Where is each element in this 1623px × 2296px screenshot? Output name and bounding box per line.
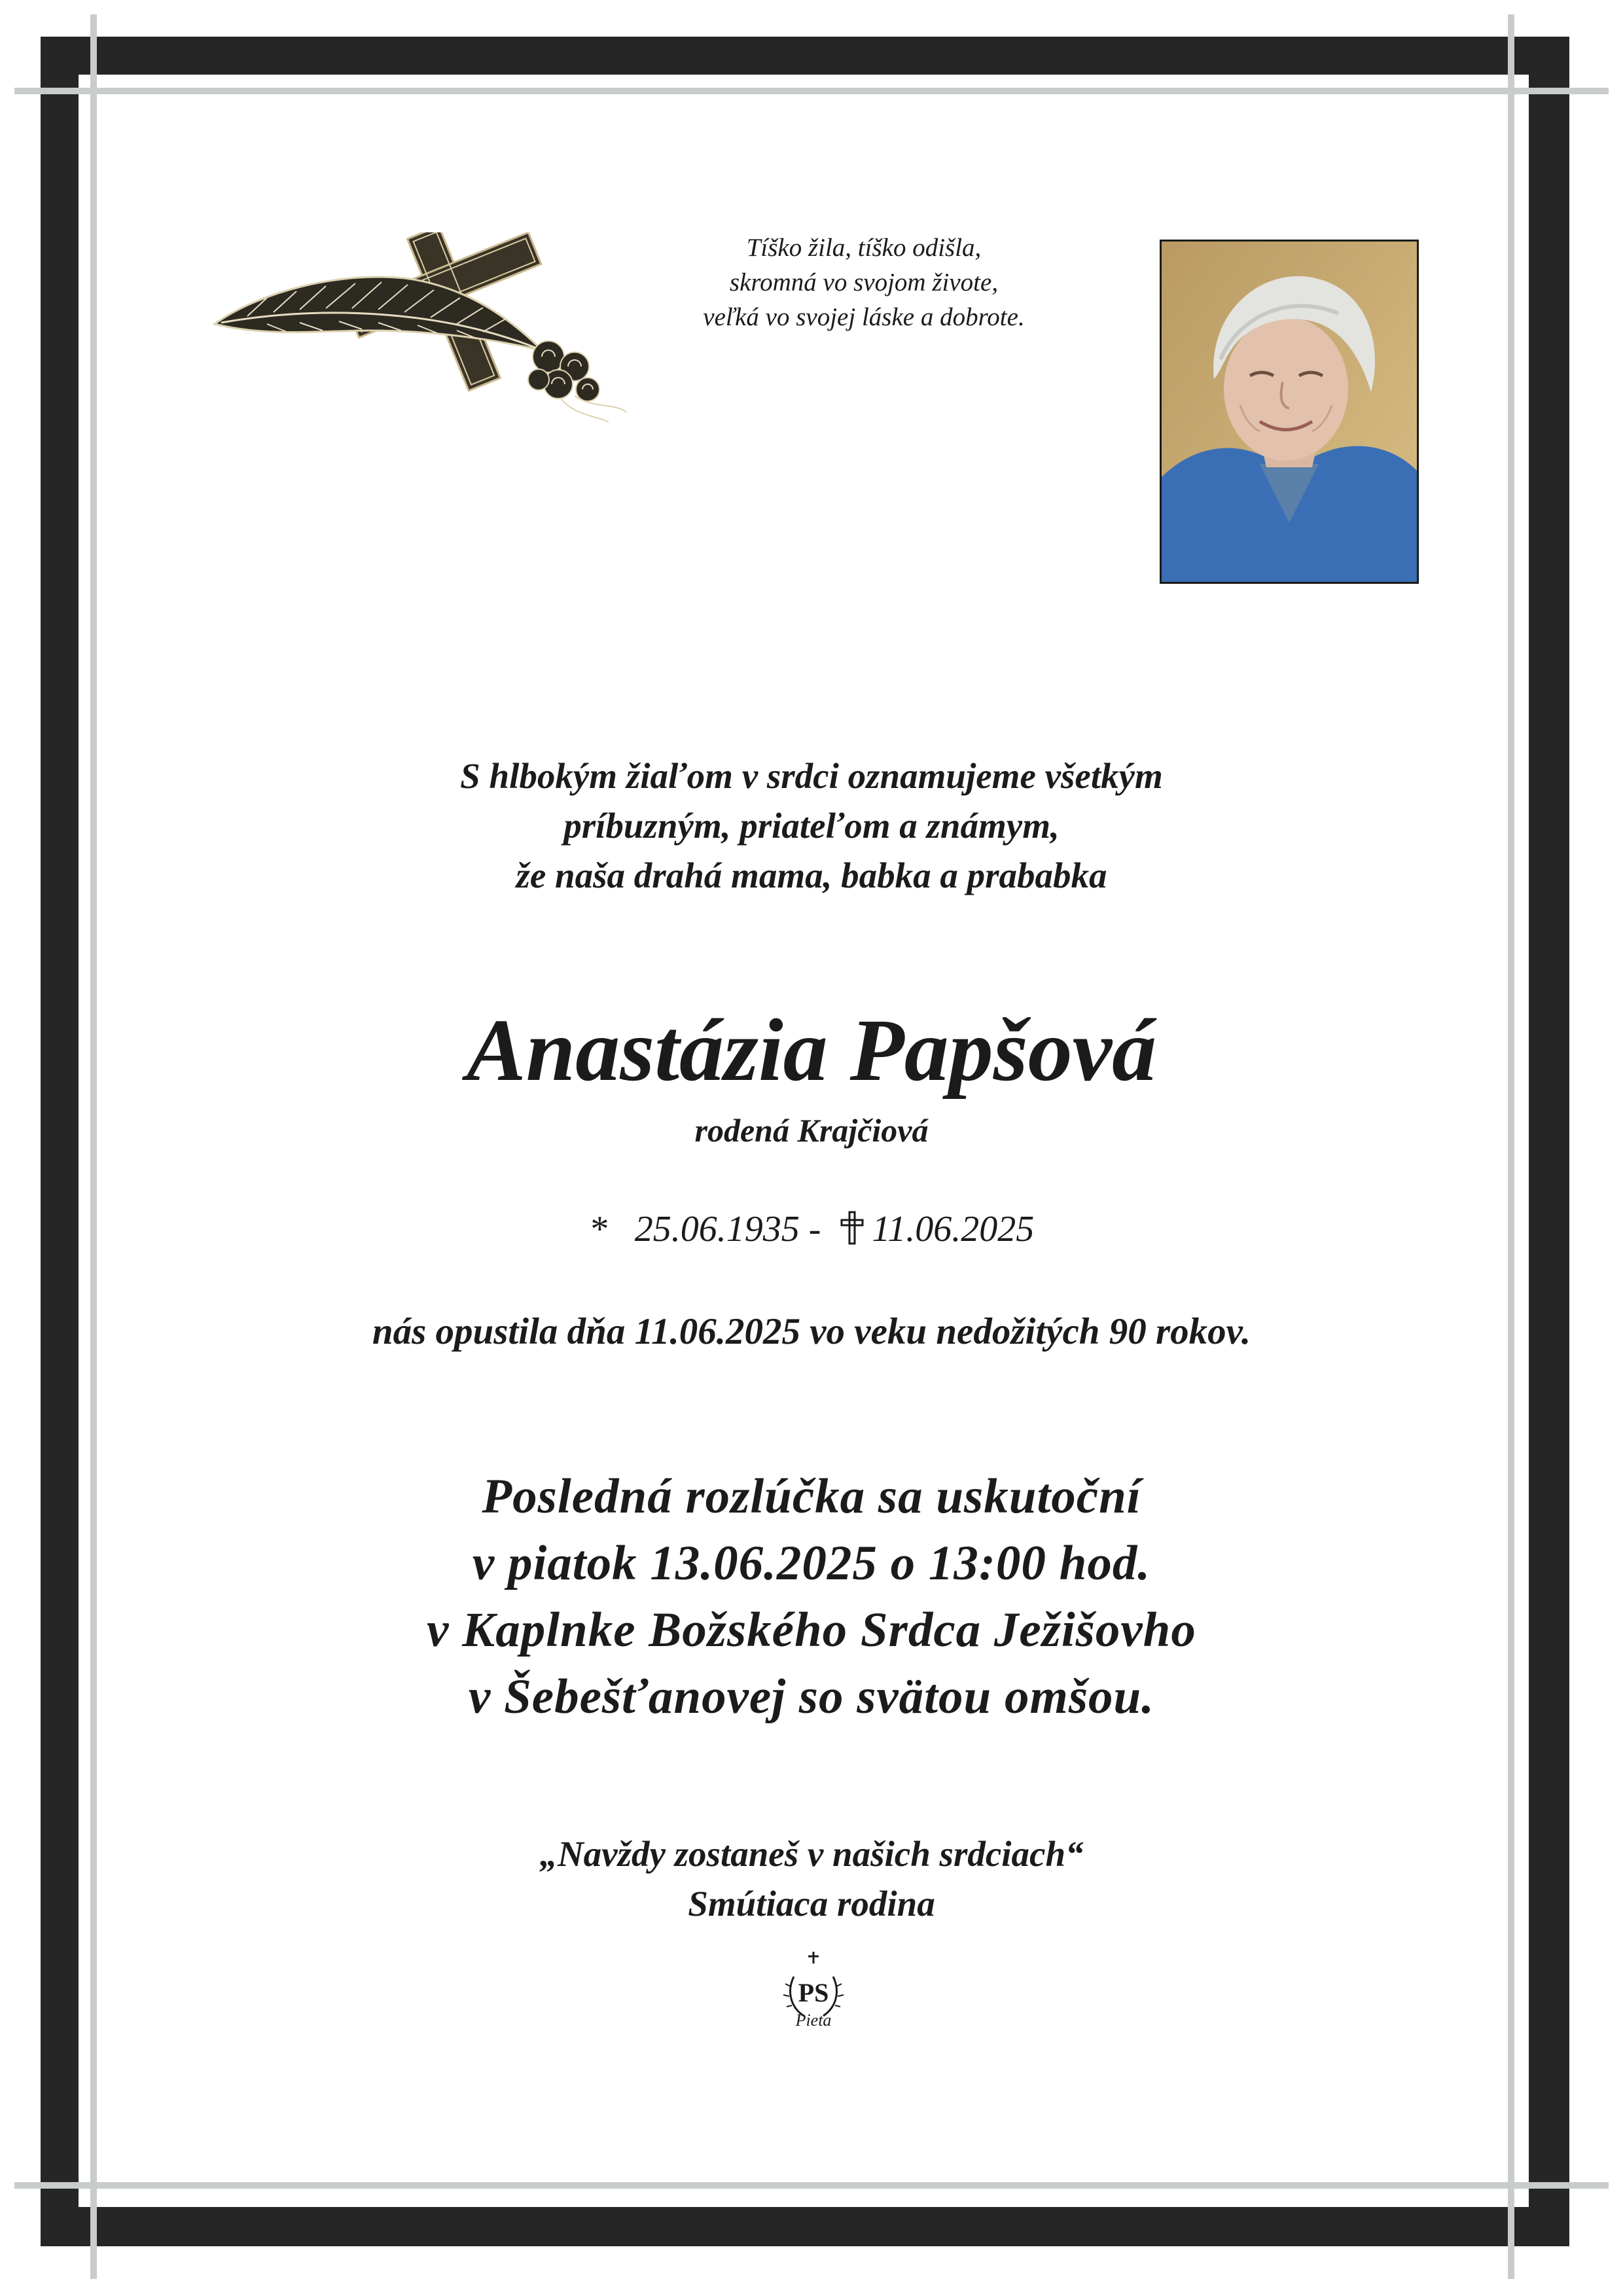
farewell-line: v Kaplnke Božského Srdca Ježišovho xyxy=(427,1603,1196,1657)
life-dates xyxy=(0,1206,1623,1252)
announcement-line: príbuzným, priateľom a známym, xyxy=(563,806,1060,846)
announcement-line: že naša drahá mama, babka a prababka xyxy=(516,855,1107,895)
date-separator: - xyxy=(808,1209,821,1249)
death-cross-icon xyxy=(839,1211,865,1245)
farewell-line: v Šebešťanovej so svätou omšou. xyxy=(469,1670,1154,1724)
frame-top xyxy=(41,37,1569,75)
svg-text:PS: PS xyxy=(798,1978,829,2007)
verse-line: Tíško žila, tíško odišla, xyxy=(746,234,982,262)
farewell-line: Posledná rozlúčka sa uskutoční xyxy=(482,1469,1141,1524)
cross-palm-ornament-icon xyxy=(208,232,640,422)
portrait-photo xyxy=(1160,240,1419,584)
birth-date: 25.06.1935 xyxy=(634,1209,800,1249)
frame-line-top xyxy=(14,88,1609,94)
announcement-line: S hlbokým žiaľom v srdci oznamujeme všetkým xyxy=(460,756,1163,796)
passing-statement: nás opustila dňa 11.06.2025 vo veku nedožitých 90 rokov. xyxy=(372,1311,1251,1352)
verse-line: skromná vo svojom živote, xyxy=(729,268,999,296)
closing-quote: „Navždy zostaneš v našich srdciach“ xyxy=(539,1834,1084,1874)
pieta-logo-icon xyxy=(777,1950,849,2049)
family-signature: Smútiaca rodina xyxy=(688,1884,935,1924)
frame-bottom xyxy=(41,2207,1569,2246)
death-date: 11.06.2025 xyxy=(872,1209,1035,1249)
memorial-verse xyxy=(641,230,1086,334)
portrait-image xyxy=(1162,242,1417,582)
deceased-name: Anastázia Papšová xyxy=(466,1001,1157,1100)
funeral-home-name: Pieta xyxy=(795,2011,832,2030)
birth-star-icon: * xyxy=(588,1209,607,1249)
farewell-details xyxy=(0,1463,1623,1731)
closing-text xyxy=(0,1829,1623,1929)
maiden-name: rodená Krajčiová xyxy=(694,1112,929,1149)
frame-line-bottom xyxy=(14,2182,1609,2189)
announcement-text xyxy=(0,751,1623,901)
farewell-line: v piatok 13.06.2025 o 13:00 hod. xyxy=(472,1536,1151,1590)
verse-line: veľká vo svojej láske a dobrote. xyxy=(703,303,1025,331)
